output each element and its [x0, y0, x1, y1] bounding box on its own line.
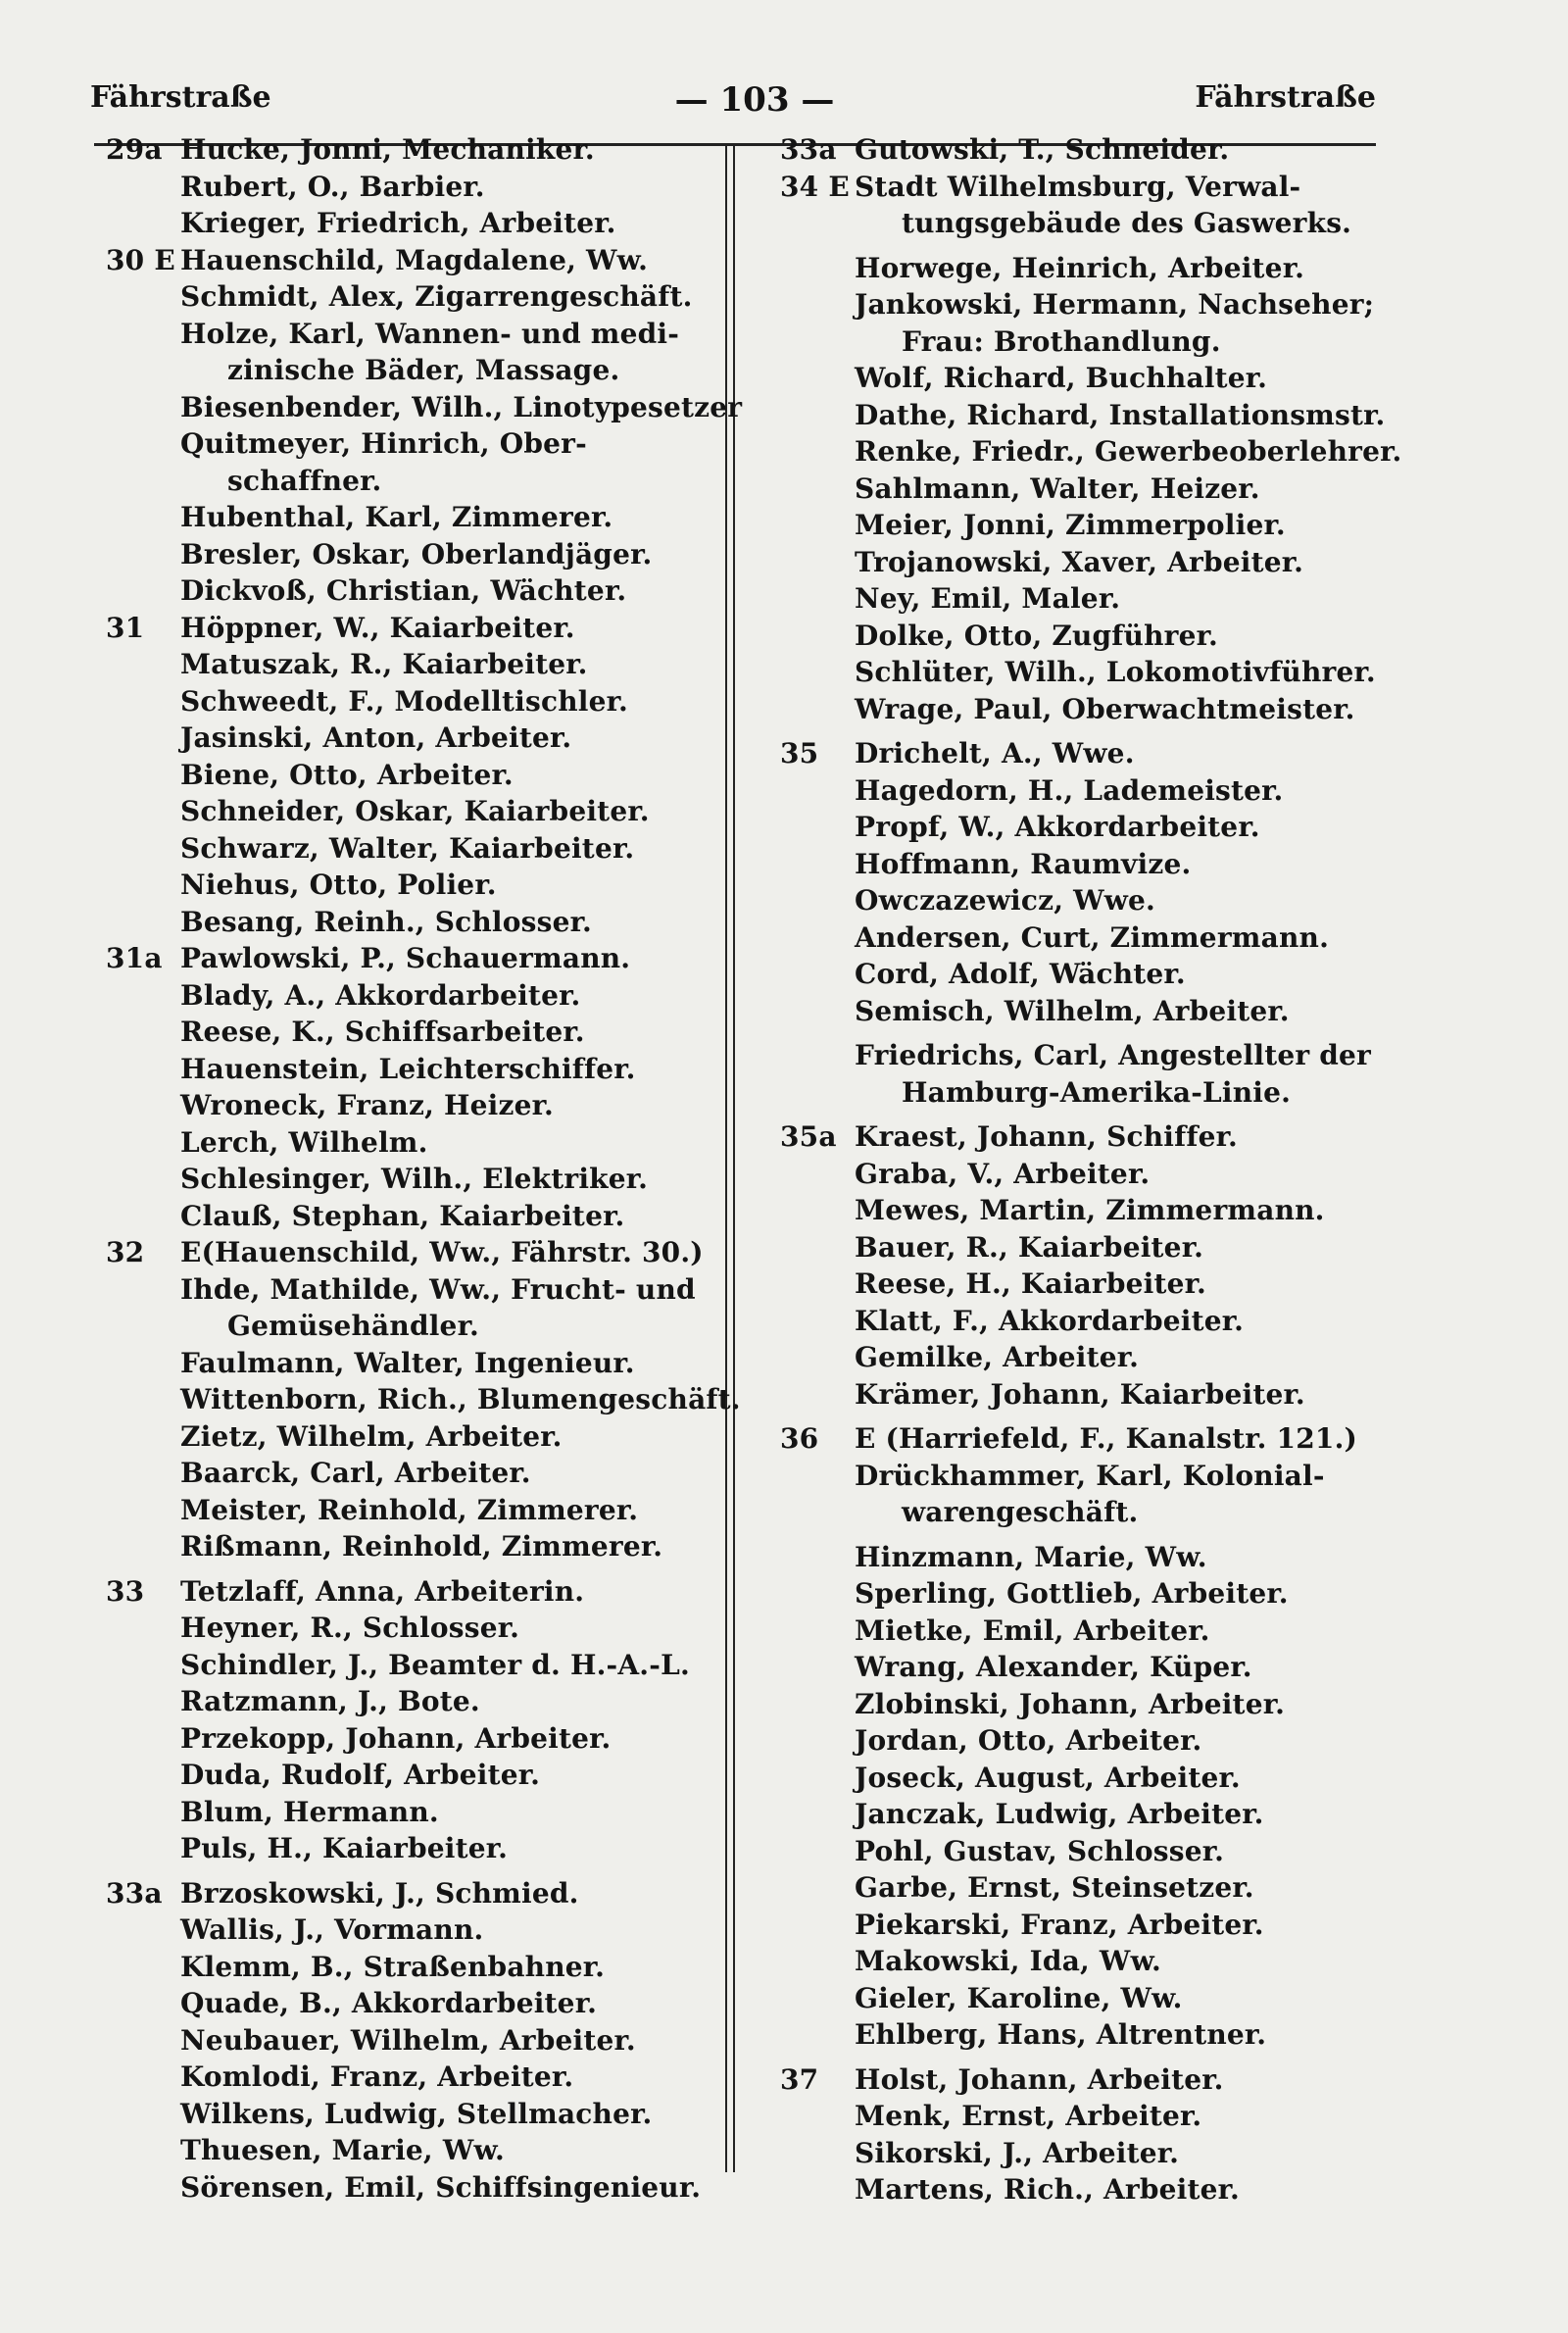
resident-text: Renke, Friedr., Gewerbeoberlehrer.	[855, 435, 1402, 468]
directory-entry	[106, 2022, 723, 2060]
directory-entry	[780, 1229, 1397, 1266]
resident-text: Graba, V., Arbeiter.	[855, 1157, 1151, 1190]
directory-entry	[780, 882, 1397, 919]
directory-entry	[106, 1830, 723, 1867]
directory-entry	[780, 654, 1397, 691]
directory-entry	[106, 757, 723, 794]
resident-text: Höppner, W., Kaiarbeiter.	[180, 611, 575, 644]
resident-text: Quade, B., Akkordarbeiter.	[180, 1987, 598, 2019]
directory-entry	[780, 1833, 1397, 1870]
directory-entry	[780, 1037, 1397, 1074]
resident-text: Gemüsehändler.	[227, 1310, 479, 1342]
resident-text: Heyner, R., Schlosser.	[180, 1612, 520, 1644]
directory-entry	[106, 316, 723, 353]
house-number: 35	[780, 737, 819, 769]
resident-text: zinische Bäder, Massage.	[227, 354, 620, 386]
resident-text: Hoffmann, Raumvize.	[855, 847, 1192, 880]
house-number: 29a	[106, 133, 163, 166]
resident-text: Hucke, Jonni, Mechaniker.	[180, 133, 595, 166]
resident-text: E (Harriefeld, F., Kanalstr. 121.)	[855, 1422, 1358, 1455]
directory-entry	[106, 389, 743, 426]
directory-entry	[780, 250, 1397, 287]
directory-entry	[780, 2135, 1397, 2172]
resident-text: Kraest, Johann, Schiffer.	[855, 1120, 1238, 1153]
directory-entry	[780, 1156, 1397, 1193]
directory-entry	[106, 169, 723, 206]
resident-text: Krieger, Friedrich, Arbeiter.	[180, 207, 616, 239]
directory-entry	[106, 940, 723, 977]
resident-text: Schneider, Oskar, Kaiarbeiter.	[180, 795, 650, 827]
directory-entry	[106, 205, 723, 242]
resident-text: Wilkens, Ludwig, Stellmacher.	[180, 2097, 653, 2130]
resident-text: Bresler, Oskar, Oberlandjäger.	[180, 537, 653, 571]
directory-entry	[780, 846, 1397, 883]
directory-entry	[780, 1796, 1397, 1833]
resident-text: Neubauer, Wilhelm, Arbeiter.	[180, 2023, 636, 2057]
resident-text: Komlodi, Franz, Arbeiter.	[180, 2060, 574, 2093]
directory-entry	[106, 904, 723, 941]
directory-entry	[106, 2169, 723, 2207]
resident-text: Sörensen, Emil, Schiffsingenieur.	[180, 2170, 702, 2204]
directory-entry	[106, 1234, 723, 1271]
house-number: 30 E	[106, 243, 175, 276]
directory-entry	[780, 1118, 1397, 1156]
resident-text: Jasinski, Anton, Arbeiter.	[180, 721, 572, 754]
resident-text: Wrage, Paul, Oberwachtmeister.	[855, 692, 1355, 725]
resident-text: Gieler, Karoline, Ww.	[855, 1981, 1183, 2014]
directory-entry	[106, 1271, 723, 1309]
resident-text: Gemilke, Arbeiter.	[855, 1341, 1140, 1373]
left-column	[106, 131, 743, 2206]
directory-entry	[780, 1266, 1397, 1303]
directory-entry	[780, 360, 1397, 397]
resident-text: Rißmann, Reinhold, Zimmerer.	[180, 1530, 663, 1563]
directory-entry	[780, 1539, 1397, 1576]
directory-entry	[106, 1308, 723, 1345]
resident-text: Rubert, O., Barbier.	[180, 170, 485, 203]
resident-text: Holze, Karl, Wannen- und medi-	[180, 317, 680, 350]
running-header-right: Fährstraße	[1195, 80, 1376, 115]
directory-entry	[780, 1575, 1397, 1613]
resident-text: Reese, K., Schiffsarbeiter.	[180, 1016, 585, 1048]
resident-text: Meier, Jonni, Zimmerpolier.	[855, 509, 1286, 541]
resident-text: Sahlmann, Walter, Heizer.	[855, 472, 1260, 505]
directory-entry	[780, 1074, 1397, 1112]
resident-text: Dolke, Otto, Zugführer.	[855, 619, 1218, 652]
resident-text: Dathe, Richard, Installationsmstr.	[855, 398, 1386, 431]
resident-text: Schweedt, F., Modelltischler.	[180, 684, 628, 718]
resident-text: Wrang, Alexander, Küper.	[855, 1651, 1252, 1683]
directory-entry	[780, 809, 1397, 846]
house-number: 33	[106, 1574, 145, 1608]
directory-entry	[780, 1869, 1397, 1907]
resident-text: Mietke, Emil, Arbeiter.	[855, 1613, 1210, 1647]
resident-text: tungsgebäude des Gaswerks.	[902, 207, 1352, 239]
directory-entry	[106, 1087, 723, 1124]
resident-text: Baarck, Carl, Arbeiter.	[180, 1457, 531, 1489]
directory-entry	[780, 1376, 1397, 1414]
house-number: 36	[780, 1422, 819, 1455]
directory-entry	[780, 433, 1402, 471]
house-number: 31a	[106, 942, 163, 974]
directory-entry	[780, 618, 1397, 655]
directory-entry	[780, 735, 1397, 772]
resident-text: Blum, Hermann.	[180, 1795, 439, 1828]
resident-text: Andersen, Curt, Zimmermann.	[855, 920, 1330, 954]
directory-entry	[106, 1492, 723, 1529]
directory-entry	[106, 1757, 723, 1794]
directory-entry	[106, 536, 723, 573]
resident-text: Dickvoß, Christian, Wächter.	[180, 574, 627, 607]
resident-text: Biesenbender, Wilh., Linotypesetzer	[180, 390, 743, 423]
resident-text: Klemm, B., Straßenbahner.	[180, 1950, 606, 1983]
directory-entry	[106, 1911, 723, 1949]
resident-text: Zietz, Wilhelm, Arbeiter.	[180, 1419, 563, 1453]
directory-entry	[106, 278, 723, 316]
resident-text: Mewes, Martin, Zimmermann.	[855, 1194, 1325, 1226]
directory-entry	[780, 2016, 1397, 2054]
column-divider-left-line	[725, 143, 727, 2172]
directory-entry	[106, 1124, 723, 1162]
directory-entry	[106, 1418, 723, 1456]
resident-text: Hagedorn, H., Lademeister.	[855, 773, 1284, 807]
house-number: 33a	[780, 133, 837, 166]
resident-text: Schwarz, Walter, Kaiarbeiter.	[180, 831, 635, 865]
directory-entry	[106, 1381, 741, 1418]
resident-text: Garbe, Ernst, Steinsetzer.	[855, 1871, 1254, 1904]
house-number: 33a	[106, 1876, 163, 1910]
resident-text: Martens, Rich., Arbeiter.	[855, 2173, 1240, 2206]
resident-text: Besang, Reinh., Schlosser.	[180, 905, 592, 938]
house-number: 35a	[780, 1120, 837, 1153]
resident-text: Przekopp, Johann, Arbeiter.	[180, 1721, 612, 1755]
directory-entry	[780, 580, 1397, 618]
directory-entry	[780, 956, 1397, 993]
resident-text: Wroneck, Franz, Heizer.	[180, 1089, 554, 1121]
resident-text: Holst, Johann, Arbeiter.	[855, 2062, 1224, 2096]
directory-entry	[780, 2061, 1397, 2099]
directory-entry	[106, 830, 723, 868]
resident-text: Ehlberg, Hans, Altrentner.	[855, 2018, 1267, 2051]
directory-entry	[780, 397, 1397, 434]
directory-entry	[780, 1339, 1397, 1376]
directory-entry	[780, 1722, 1397, 1760]
directory-entry	[780, 919, 1397, 957]
resident-text: Ihde, Mathilde, Ww., Frucht- und	[180, 1272, 696, 1306]
resident-text: Blady, A., Akkordarbeiter.	[180, 978, 581, 1012]
resident-text: Gutowski, T., Schneider.	[855, 133, 1230, 166]
resident-text: warengeschäft.	[902, 1496, 1139, 1528]
resident-text: Piekarski, Franz, Arbeiter.	[855, 1908, 1264, 1941]
directory-entry	[780, 544, 1397, 581]
column-divider-right-line	[733, 143, 735, 2172]
directory-entry	[106, 1573, 723, 1611]
directory-entry	[106, 977, 723, 1015]
directory-entry	[106, 1610, 723, 1647]
directory-entry	[780, 471, 1397, 508]
directory-entry	[106, 131, 723, 169]
directory-entry	[106, 2132, 723, 2169]
directory-entry	[780, 323, 1397, 361]
resident-text: Meister, Reinhold, Zimmerer.	[180, 1493, 639, 1526]
resident-text: Wallis, J., Vormann.	[180, 1913, 484, 1946]
directory-entry	[780, 1686, 1397, 1723]
directory-entry	[106, 242, 723, 279]
resident-text: Ney, Emil, Maler.	[855, 582, 1121, 615]
directory-entry	[106, 1683, 723, 1720]
resident-text: Horwege, Heinrich, Arbeiter.	[855, 251, 1305, 284]
resident-text: Hamburg-Amerika-Linie.	[902, 1075, 1292, 1109]
directory-entry	[780, 1980, 1397, 2017]
directory-entry	[106, 1455, 723, 1492]
directory-entry	[106, 1161, 723, 1198]
directory-entry	[106, 1985, 723, 2022]
directory-entry	[106, 1949, 723, 1986]
house-number: 32	[106, 1236, 145, 1268]
directory-entry	[106, 463, 723, 500]
resident-text: Propf, W., Akkordarbeiter.	[855, 811, 1260, 843]
resident-text: Zlobinski, Johann, Arbeiter.	[855, 1687, 1286, 1720]
resident-text: Owczazewicz, Wwe.	[855, 884, 1155, 917]
directory-entry	[780, 205, 1397, 242]
directory-entry	[106, 793, 723, 830]
resident-text: Brzoskowski, J., Schmied.	[180, 1876, 579, 1910]
running-header-left: Fährstraße	[90, 80, 271, 115]
resident-text: Trojanowski, Xaver, Arbeiter.	[855, 545, 1304, 578]
resident-text: Krämer, Johann, Kaiarbeiter.	[855, 1377, 1305, 1411]
directory-entry	[106, 2096, 723, 2133]
directory-entry	[780, 691, 1397, 728]
directory-entry	[106, 1875, 723, 1912]
directory-entry	[780, 507, 1397, 544]
directory-entry	[780, 1907, 1397, 1944]
directory-entry	[106, 610, 723, 647]
resident-text: Jankowski, Hermann, Nachseher;	[855, 288, 1375, 321]
resident-text: Drückhammer, Karl, Kolonial-	[855, 1459, 1325, 1492]
directory-entry	[106, 1647, 723, 1684]
house-number: 31	[106, 611, 145, 644]
resident-text: Sikorski, J., Arbeiter.	[855, 2136, 1180, 2169]
directory-entry	[780, 772, 1397, 810]
resident-text: Janczak, Ludwig, Arbeiter.	[855, 1798, 1264, 1830]
resident-text: Stadt Wilhelmsburg, Verwal-	[855, 170, 1301, 203]
directory-entry	[780, 1943, 1397, 1980]
directory-entry	[106, 572, 723, 610]
directory-entry	[106, 720, 723, 757]
directory-entry	[106, 646, 723, 683]
directory-entry	[106, 1345, 723, 1382]
resident-text: Hauenstein, Leichterschiffer.	[180, 1052, 636, 1085]
directory-entry	[780, 1760, 1397, 1797]
directory-entry	[780, 1613, 1397, 1650]
directory-entry	[106, 1198, 723, 1235]
resident-text: Schlesinger, Wilh., Elektriker.	[180, 1163, 649, 1195]
resident-text: Tetzlaff, Anna, Arbeiterin.	[180, 1574, 585, 1608]
right-column	[780, 131, 1402, 2209]
resident-text: Klatt, F., Akkordarbeiter.	[855, 1304, 1245, 1337]
resident-text: Wolf, Richard, Buchhalter.	[855, 362, 1268, 394]
resident-text: Joseck, August, Arbeiter.	[855, 1761, 1241, 1794]
resident-text: Schindler, J., Beamter d. H.-A.-L.	[180, 1648, 690, 1681]
resident-text: Drichelt, A., Wwe.	[855, 737, 1135, 769]
resident-text: Matuszak, R., Kaiarbeiter.	[180, 648, 588, 680]
directory-entry	[106, 1014, 723, 1051]
resident-text: Schlüter, Wilh., Lokomotivführer.	[855, 656, 1376, 688]
resident-text: Puls, H., Kaiarbeiter.	[180, 1832, 509, 1864]
resident-text: Bauer, R., Kaiarbeiter.	[855, 1230, 1204, 1264]
resident-text: Thuesen, Marie, Ww.	[180, 2134, 505, 2166]
resident-text: Reese, H., Kaiarbeiter.	[855, 1267, 1206, 1300]
resident-text: Ratzmann, J., Bote.	[180, 1685, 480, 1717]
resident-text: Hinzmann, Marie, Ww.	[855, 1540, 1207, 1573]
resident-text: E(Hauenschild, Ww., Fährstr. 30.)	[180, 1236, 704, 1268]
directory-entry	[780, 1303, 1397, 1340]
resident-text: Lerch, Wilhelm.	[180, 1125, 428, 1159]
directory-entry	[106, 683, 723, 720]
directory-entry	[106, 1528, 723, 1565]
resident-text: Semisch, Wilhelm, Arbeiter.	[855, 994, 1290, 1027]
resident-text: Makowski, Ida, Ww.	[855, 1945, 1162, 1977]
resident-text: Wittenborn, Rich., Blumengeschäft.	[180, 1383, 741, 1415]
resident-text: Hubenthal, Karl, Zimmerer.	[180, 501, 613, 533]
resident-text: Sperling, Gottlieb, Arbeiter.	[855, 1577, 1289, 1610]
page-number: — 103 —	[674, 80, 835, 120]
resident-text: Clauß, Stephan, Kaiarbeiter.	[180, 1199, 625, 1232]
directory-entry	[106, 499, 723, 536]
directory-entry	[780, 993, 1397, 1030]
resident-text: Pawlowski, P., Schauermann.	[180, 942, 631, 974]
resident-text: Niehus, Otto, Polier.	[180, 869, 497, 901]
directory-entry	[780, 1458, 1397, 1495]
directory-entry	[106, 867, 723, 904]
resident-text: Duda, Rudolf, Arbeiter.	[180, 1759, 541, 1791]
directory-entry	[780, 1420, 1397, 1458]
resident-text: Jordan, Otto, Arbeiter.	[855, 1724, 1202, 1757]
resident-text: Menk, Ernst, Arbeiter.	[855, 2100, 1202, 2132]
directory-entry	[106, 2059, 723, 2096]
directory-entry	[780, 1649, 1397, 1686]
house-number: 37	[780, 2062, 819, 2096]
resident-text: Pohl, Gustav, Schlosser.	[855, 1834, 1225, 1867]
resident-text: Hauenschild, Magdalene, Ww.	[180, 243, 649, 276]
resident-text: Quitmeyer, Hinrich, Ober-	[180, 427, 587, 460]
directory-entry	[106, 352, 723, 389]
directory-entry	[780, 2098, 1397, 2135]
directory-entry	[780, 2171, 1397, 2209]
house-number: 34 E	[780, 170, 850, 203]
directory-entry	[780, 131, 1397, 169]
directory-entry	[780, 286, 1397, 323]
resident-text: Faulmann, Walter, Ingenieur.	[180, 1346, 635, 1379]
directory-entry	[106, 1720, 723, 1758]
directory-entry	[780, 1494, 1397, 1531]
directory-entry	[106, 425, 723, 463]
directory-entry	[106, 1051, 723, 1088]
resident-text: Friedrichs, Carl, Angestellter der	[855, 1039, 1371, 1071]
directory-entry	[780, 169, 1397, 206]
resident-text: Cord, Adolf, Wächter.	[855, 958, 1186, 990]
resident-text: Schmidt, Alex, Zigarrengeschäft.	[180, 280, 693, 313]
resident-text: Frau: Brothandlung.	[902, 324, 1221, 358]
resident-text: Biene, Otto, Arbeiter.	[180, 758, 514, 791]
resident-text: schaffner.	[227, 464, 382, 497]
directory-entry	[106, 1794, 723, 1831]
directory-entry	[780, 1192, 1397, 1229]
